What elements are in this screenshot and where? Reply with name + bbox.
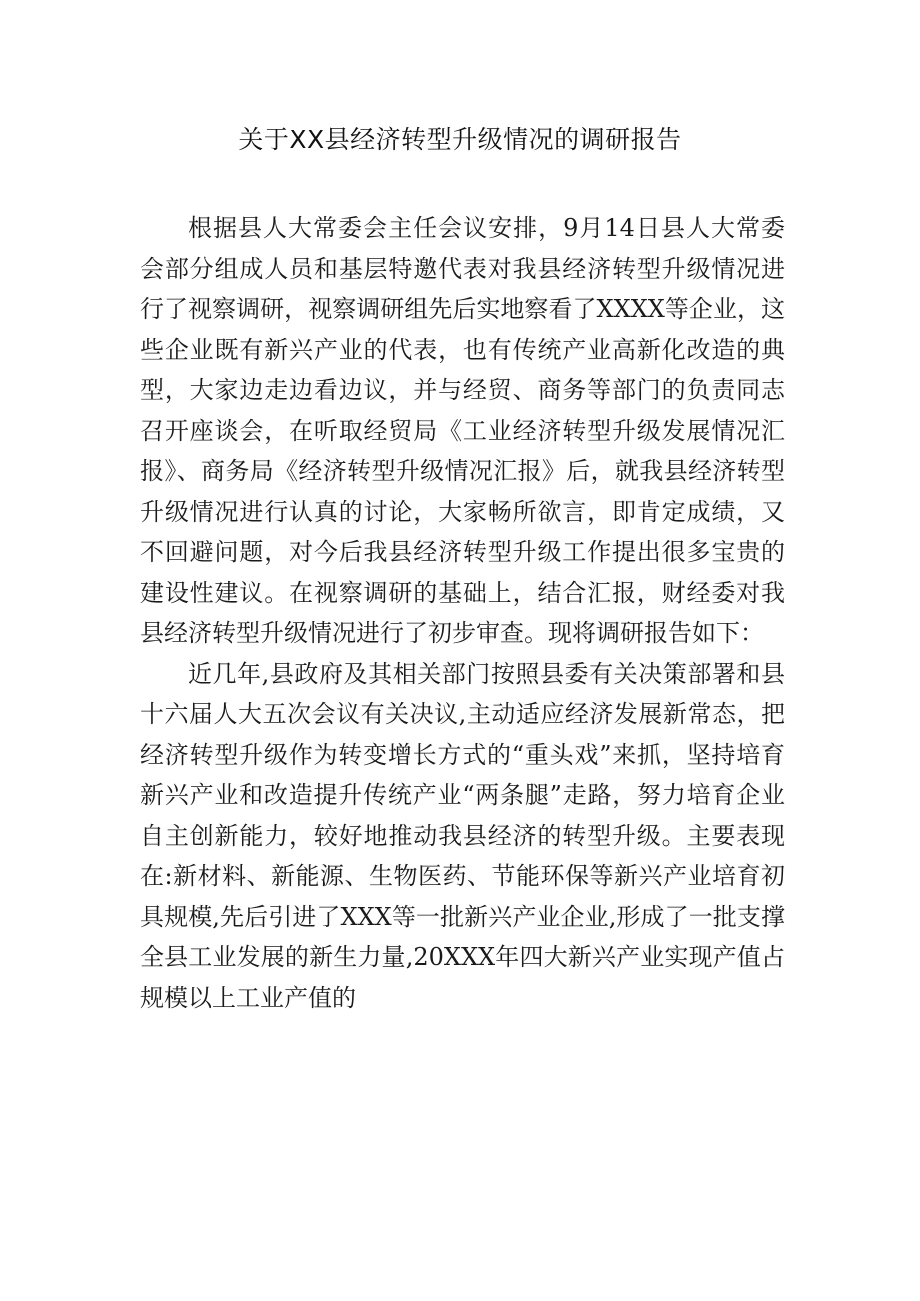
document-body xyxy=(140,208,785,1018)
document-title: 关于XX县经济转型升级情况的调研报告 xyxy=(238,125,682,154)
paragraph-1: 根据县人大常委会主任会议安排，9月14日县人大常委会部分组成人员和基层特邀代表对我县经济转型升级情况进行了视察调研，视察调研组先后实地察看了XXXX等企业，这些企业既有新兴产业的代表，也有传统产业高新化改造的典型，大家边走边看边议，并与经贸、商务等部门的负责同志召开座谈会，在听取经贸局《工业经济转型升级发展情况汇报》、商务局《经济转型升级情况汇报》后，就我县经济转型升级情况进行认真的讨论，大家畅所欲言，即肯定成绩，又不回避问题，对今后我县经济转型升级工作提出很多宝贵的建设性建议。在视察调研的基础上，结合汇报，财经委对我县经济转型升级情况进行了初步审查。现将调研报告如下： xyxy=(140,214,785,647)
paragraph-2: 近几年,县政府及其相关部门按照县委有关决策部署和县十六届人大五次会议有关决议,主动适应经济发展新常态，把经济转型升级作为转变增长方式的“重头戏”来抓，坚持培育新兴产业和改造提升传统产业“两条腿”走路，努力培育企业自主创新能力，较好地推动我县经济的转型升级。主要表现在:新材料、新能源、生物医药、节能环保等新兴产业培育初具规模,先后引进了XXX等一批新兴产业企业,形成了一批支撑全县工业发展的新生力量,20XXX年四大新兴产业实现产值占规模以上工业产值的 xyxy=(140,659,785,1012)
